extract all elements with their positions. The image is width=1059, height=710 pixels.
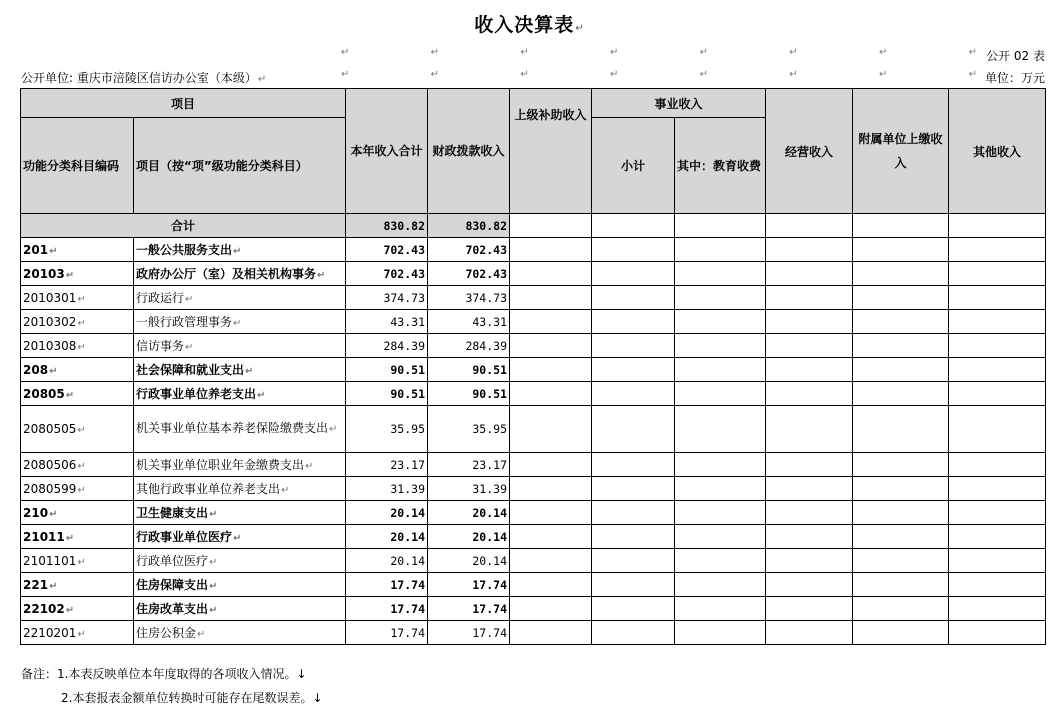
name-text: 住房保障支出 (136, 578, 209, 592)
name-text: 社会保障和就业支出 (136, 363, 245, 377)
empty-cell (592, 262, 675, 286)
fiscal-cell: 35.95 (428, 406, 510, 453)
name-text: 行政单位医疗 (136, 554, 209, 568)
fiscal-cell: 17.74 (428, 597, 510, 621)
code-text: 2080599 (23, 481, 77, 496)
empty-cell (766, 573, 853, 597)
total-income-cell: 20.14 (346, 549, 428, 573)
empty-cell (853, 573, 949, 597)
paragraph-mark-icon: ↵ (49, 508, 58, 520)
page-title: 收入决算表↵ (474, 14, 585, 36)
code-cell (21, 358, 134, 382)
total-income-cell: 35.95 (346, 406, 428, 453)
empty-cell (592, 477, 675, 501)
income-table (20, 88, 1046, 645)
name-cell (134, 597, 346, 621)
empty-cell (853, 549, 949, 573)
cell-marks: ↵ ↵ ↵ ↵ ↵ ↵ ↵ ↵ (341, 47, 977, 58)
code-text: 2210201 (23, 625, 77, 640)
paragraph-mark-icon: ↵ (209, 581, 218, 592)
empty-cell (949, 358, 1046, 382)
empty-cell (510, 477, 592, 501)
name-text: 住房公积金 (136, 626, 197, 640)
fiscal-cell: 702.43 (428, 238, 510, 262)
empty-cell (853, 334, 949, 358)
paragraph-mark-icon: ↵ (49, 580, 58, 592)
name-text: 其他行政事业单位养老支出 (136, 482, 281, 496)
empty-cell (510, 525, 592, 549)
code-cell (21, 621, 134, 645)
fiscal-cell: 43.31 (428, 310, 510, 334)
header-other: 其他收入 (949, 89, 1046, 214)
empty-cell (592, 334, 675, 358)
name-cell (134, 310, 346, 334)
name-text: 机关事业单位基本养老保险缴费支出 (136, 421, 329, 435)
code-cell (21, 238, 134, 262)
code-text: 2101101 (23, 553, 77, 568)
empty-cell (592, 597, 675, 621)
note-1: 备注：1.本表反映单位本年度取得的各项收入情况。↓ (21, 667, 307, 681)
empty-cell (949, 477, 1046, 501)
total-income-cell: 90.51 (346, 382, 428, 406)
empty-cell (766, 406, 853, 453)
fiscal-cell: 23.17 (428, 453, 510, 477)
name-cell (134, 334, 346, 358)
table-row (21, 358, 1046, 382)
empty-cell (675, 262, 766, 286)
code-cell (21, 573, 134, 597)
empty-cell (949, 286, 1046, 310)
empty-cell (592, 453, 675, 477)
empty-cell (853, 382, 949, 406)
name-text: 行政运行 (136, 291, 185, 305)
empty-cell (949, 549, 1046, 573)
name-text: 一般公共服务支出 (136, 243, 233, 257)
name-cell (134, 286, 346, 310)
header-education-fee: 其中：教育收费 (675, 118, 766, 214)
fiscal-cell: 90.51 (428, 358, 510, 382)
empty-cell (949, 334, 1046, 358)
table-row (21, 621, 1046, 645)
code-cell (21, 406, 134, 453)
empty-cell (853, 525, 949, 549)
cell-marks: ↵ ↵ ↵ ↵ ↵ ↵ ↵ ↵ (341, 69, 977, 80)
code-text: 208 (23, 362, 49, 377)
header-subtotal: 小计 (592, 118, 675, 214)
empty-cell (510, 573, 592, 597)
name-cell (134, 477, 346, 501)
name-cell (134, 238, 346, 262)
paragraph-mark-icon: ↵ (575, 23, 585, 34)
paragraph-mark-icon: ↵ (257, 390, 266, 401)
code-text: 221 (23, 577, 49, 592)
total-fiscal-cell: 830.82 (428, 214, 510, 238)
code-text: 201 (23, 242, 49, 257)
paragraph-mark-icon: ↵ (77, 293, 86, 305)
table-row (21, 549, 1046, 573)
total-income-cell: 17.74 (346, 573, 428, 597)
empty-cell (766, 310, 853, 334)
empty-cell (510, 382, 592, 406)
code-text: 20805 (23, 386, 65, 401)
code-cell (21, 310, 134, 334)
table-row (21, 406, 1046, 453)
name-cell (134, 549, 346, 573)
empty-cell (853, 597, 949, 621)
paragraph-mark-icon: ↵ (77, 341, 86, 353)
empty-cell (766, 334, 853, 358)
code-cell (21, 597, 134, 621)
fiscal-cell: 17.74 (428, 621, 510, 645)
empty-cell (675, 286, 766, 310)
paragraph-mark-icon: ↵ (209, 557, 218, 568)
table-row (21, 453, 1046, 477)
fiscal-cell: 90.51 (428, 382, 510, 406)
paragraph-mark-icon: ↵ (233, 246, 242, 257)
total-income-cell: 284.39 (346, 334, 428, 358)
total-row (21, 214, 1046, 238)
header-item: 项目（按“项”级功能分类科目） (134, 118, 346, 214)
table-row (21, 382, 1046, 406)
empty-cell (766, 238, 853, 262)
paragraph-mark-icon: ↵ (209, 509, 218, 520)
code-cell (21, 477, 134, 501)
empty-cell (949, 573, 1046, 597)
code-cell (21, 262, 134, 286)
empty-cell (853, 621, 949, 645)
empty-cell (510, 406, 592, 453)
paragraph-mark-icon: ↵ (209, 605, 218, 616)
name-cell (134, 453, 346, 477)
total-income-cell: 830.82 (346, 214, 428, 238)
empty-cell (592, 358, 675, 382)
empty-cell (949, 621, 1046, 645)
empty-cell (592, 549, 675, 573)
empty-cell (510, 286, 592, 310)
note-2: 2.本套报表金额单位转换时可能存在尾数误差。↓ (61, 691, 323, 705)
empty-cell (853, 310, 949, 334)
paragraph-mark-icon: ↵ (197, 629, 206, 640)
total-income-cell: 374.73 (346, 286, 428, 310)
paragraph-mark-icon: ↵ (281, 485, 290, 496)
empty-cell (853, 477, 949, 501)
code-text: 2010308 (23, 338, 77, 353)
paragraph-mark-icon: ↵ (77, 628, 86, 640)
empty-cell (949, 406, 1046, 453)
empty-cell (766, 621, 853, 645)
total-income-cell: 31.39 (346, 477, 428, 501)
total-income-cell: 702.43 (346, 238, 428, 262)
empty-cell (675, 525, 766, 549)
empty-cell (853, 262, 949, 286)
table-row (21, 334, 1046, 358)
name-cell (134, 573, 346, 597)
code-cell (21, 525, 134, 549)
name-cell (134, 358, 346, 382)
paragraph-mark-icon: ↵ (77, 317, 86, 329)
empty-cell (675, 310, 766, 334)
name-cell (134, 525, 346, 549)
empty-cell (592, 573, 675, 597)
empty-cell (949, 382, 1046, 406)
empty-cell (510, 262, 592, 286)
empty-cell (675, 382, 766, 406)
name-cell (134, 406, 346, 453)
empty-cell (766, 382, 853, 406)
header-business: 事业收入 (592, 89, 766, 118)
empty-cell (949, 238, 1046, 262)
header-affiliated: 附属单位上缴收入 (853, 89, 949, 214)
total-label: 合计 (21, 214, 346, 238)
fiscal-cell: 17.74 (428, 573, 510, 597)
code-text: 210 (23, 505, 49, 520)
reporting-unit: 公开单位: 重庆市涪陵区信访办公室（本级）↵ (21, 71, 267, 85)
empty-cell (510, 549, 592, 573)
paragraph-mark-icon: ↵ (77, 484, 86, 496)
fiscal-cell: 20.14 (428, 501, 510, 525)
name-text: 政府办公厅（室）及相关机构事务 (136, 267, 317, 281)
table-number: 公开 02 表 (986, 49, 1045, 63)
name-cell (134, 501, 346, 525)
empty-cell (675, 621, 766, 645)
paragraph-mark-icon: ↵ (77, 460, 86, 472)
name-text: 信访事务 (136, 339, 185, 353)
empty-cell (675, 501, 766, 525)
paragraph-mark-icon: ↵ (65, 532, 75, 544)
empty-cell (510, 238, 592, 262)
empty-cell (510, 621, 592, 645)
empty-cell (766, 358, 853, 382)
name-text: 机关事业单位职业年金缴费支出 (136, 458, 305, 472)
paragraph-mark-icon: ↵ (77, 425, 86, 436)
paragraph-mark-icon: ↵ (65, 389, 75, 401)
empty-cell (510, 334, 592, 358)
fiscal-cell: 20.14 (428, 549, 510, 573)
code-text: 2010301 (23, 290, 77, 305)
empty-cell (949, 453, 1046, 477)
empty-cell (510, 453, 592, 477)
empty-cell (592, 286, 675, 310)
empty-cell (675, 597, 766, 621)
name-text: 住房改革支出 (136, 602, 209, 616)
paragraph-mark-icon: ↵ (305, 461, 314, 472)
empty-cell (592, 525, 675, 549)
table-row (21, 525, 1046, 549)
paragraph-mark-icon: ↵ (65, 604, 75, 616)
total-income-cell: 17.74 (346, 597, 428, 621)
empty-cell (766, 453, 853, 477)
empty-cell (949, 262, 1046, 286)
table-row (21, 477, 1046, 501)
code-cell (21, 334, 134, 358)
table-row (21, 573, 1046, 597)
empty-cell (949, 501, 1046, 525)
code-text: 20103 (23, 266, 65, 281)
header-operating: 经营收入 (766, 89, 853, 214)
header-fiscal: 财政拨款收入 (428, 89, 510, 214)
total-income-cell: 43.31 (346, 310, 428, 334)
paragraph-mark-icon: ↵ (245, 366, 254, 377)
empty-cell (592, 238, 675, 262)
empty-cell (766, 525, 853, 549)
code-cell (21, 501, 134, 525)
table-row (21, 310, 1046, 334)
paragraph-mark-icon: ↵ (329, 424, 338, 435)
fiscal-cell: 284.39 (428, 334, 510, 358)
name-text: 一般行政管理事务 (136, 315, 233, 329)
code-cell (21, 382, 134, 406)
empty-cell (766, 549, 853, 573)
paragraph-mark-icon: ↵ (77, 556, 86, 568)
paragraph-mark-icon: ↵ (65, 269, 75, 281)
empty-cell (675, 549, 766, 573)
empty-cell (675, 477, 766, 501)
header-code: 功能分类科目编码 (21, 118, 134, 214)
code-cell (21, 453, 134, 477)
total-income-cell: 20.14 (346, 525, 428, 549)
code-text: 2010302 (23, 314, 77, 329)
empty-cell (853, 453, 949, 477)
name-text: 卫生健康支出 (136, 506, 209, 520)
code-text: 21011 (23, 529, 65, 544)
empty-cell (592, 406, 675, 453)
fiscal-cell: 374.73 (428, 286, 510, 310)
empty-cell (766, 501, 853, 525)
empty-cell (675, 453, 766, 477)
currency-unit: 单位：万元 (984, 71, 1045, 85)
table-row (21, 501, 1046, 525)
fiscal-cell: 20.14 (428, 525, 510, 549)
paragraph-mark-icon: ↵ (185, 342, 194, 353)
empty-cell (853, 238, 949, 262)
code-text: 2080506 (23, 457, 77, 472)
empty-cell (853, 358, 949, 382)
table-row (21, 286, 1046, 310)
table-row (21, 597, 1046, 621)
name-cell (134, 262, 346, 286)
name-text: 行政事业单位医疗 (136, 530, 233, 544)
empty-cell (675, 238, 766, 262)
empty-cell (592, 501, 675, 525)
empty-cell (675, 334, 766, 358)
total-income-cell: 90.51 (346, 358, 428, 382)
name-cell (134, 382, 346, 406)
total-income-cell: 20.14 (346, 501, 428, 525)
code-text: 22102 (23, 601, 65, 616)
empty-cell (592, 382, 675, 406)
table-row (21, 238, 1046, 262)
code-cell (21, 286, 134, 310)
empty-cell (853, 286, 949, 310)
empty-cell (675, 406, 766, 453)
header-total-income: 本年收入合计 (346, 89, 428, 214)
empty-cell (853, 501, 949, 525)
paragraph-mark-icon: ↵ (233, 533, 242, 544)
total-income-cell: 23.17 (346, 453, 428, 477)
empty-cell (949, 597, 1046, 621)
paragraph-mark-icon: ↵ (233, 318, 242, 329)
paragraph-mark-icon: ↵ (317, 270, 326, 281)
header-project: 项目 (21, 89, 346, 118)
paragraph-mark-icon: ↵ (49, 365, 58, 377)
fiscal-cell: 702.43 (428, 262, 510, 286)
name-cell (134, 621, 346, 645)
empty-cell (675, 358, 766, 382)
empty-cell (510, 501, 592, 525)
empty-cell (766, 597, 853, 621)
empty-cell (510, 358, 592, 382)
paragraph-mark-icon: ↵ (49, 245, 58, 257)
code-cell (21, 549, 134, 573)
empty-cell (949, 525, 1046, 549)
total-income-cell: 702.43 (346, 262, 428, 286)
header-superior: 上级补助收入 (510, 89, 592, 214)
empty-cell (766, 262, 853, 286)
empty-cell (592, 310, 675, 334)
empty-cell (592, 621, 675, 645)
table-row (21, 262, 1046, 286)
empty-cell (766, 477, 853, 501)
empty-cell (675, 573, 766, 597)
name-text: 行政事业单位养老支出 (136, 387, 257, 401)
empty-cell (853, 406, 949, 453)
code-text: 2080505 (23, 422, 77, 436)
empty-cell (949, 310, 1046, 334)
empty-cell (510, 597, 592, 621)
empty-cell (510, 310, 592, 334)
total-income-cell: 17.74 (346, 621, 428, 645)
paragraph-mark-icon: ↵ (185, 294, 194, 305)
empty-cell (766, 286, 853, 310)
fiscal-cell: 31.39 (428, 477, 510, 501)
